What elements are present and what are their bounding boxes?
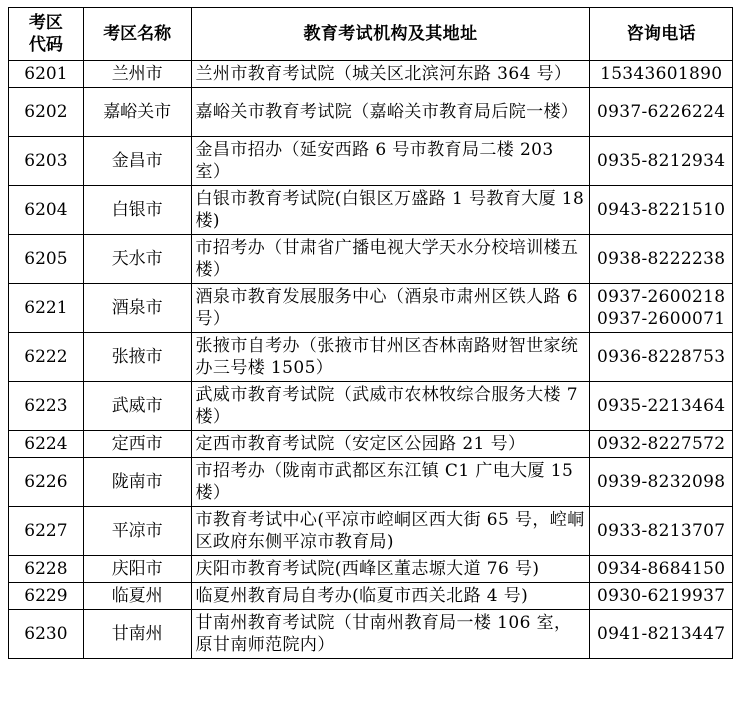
table-header-row xyxy=(9,8,733,61)
table-row xyxy=(9,583,733,610)
phone-number: 0941-8213447 xyxy=(597,624,726,644)
cell-phone xyxy=(590,382,733,431)
cell-phone xyxy=(590,137,733,186)
cell-name: 平凉市 xyxy=(83,507,191,556)
header-address: 教育考试机构及其地址 xyxy=(191,8,590,61)
cell-phone xyxy=(590,556,733,583)
table-row xyxy=(9,610,733,659)
cell-name: 武威市 xyxy=(83,382,191,431)
cell-phone xyxy=(590,333,733,382)
cell-code: 6226 xyxy=(9,458,84,507)
cell-name: 临夏州 xyxy=(83,583,191,610)
phone-number: 0933-8213707 xyxy=(597,521,726,541)
cell-address: 市教育考试中心(平凉市崆峒区西大街 65 号，崆峒区政府东侧平凉市教育局) xyxy=(191,507,590,556)
cell-name: 庆阳市 xyxy=(83,556,191,583)
table-row xyxy=(9,382,733,431)
cell-name: 张掖市 xyxy=(83,333,191,382)
phone-number: 0939-8232098 xyxy=(597,472,726,492)
cell-phone xyxy=(590,88,733,137)
table-row xyxy=(9,507,733,556)
cell-code: 6228 xyxy=(9,556,84,583)
cell-address: 定西市教育考试院（安定区公园路 21 号） xyxy=(191,431,590,458)
cell-name: 兰州市 xyxy=(83,61,191,88)
phone-number: 0932-8227572 xyxy=(597,434,726,454)
cell-code: 6227 xyxy=(9,507,84,556)
cell-code: 6224 xyxy=(9,431,84,458)
cell-address: 市招考办（甘肃省广播电视大学天水分校培训楼五楼） xyxy=(191,235,590,284)
exam-institution-table xyxy=(8,7,733,659)
cell-phone xyxy=(590,458,733,507)
cell-code: 6230 xyxy=(9,610,84,659)
cell-name: 定西市 xyxy=(83,431,191,458)
cell-code: 6205 xyxy=(9,235,84,284)
cell-address: 张掖市自考办（张掖市甘州区杏林南路财智世家统办三号楼 1505） xyxy=(191,333,590,382)
phone-number: 0943-8221510 xyxy=(597,200,726,220)
phone-number: 0934-8684150 xyxy=(597,559,726,579)
cell-address: 金昌市招办（延安西路 6 号市教育局二楼 203 室） xyxy=(191,137,590,186)
cell-name: 嘉峪关市 xyxy=(83,88,191,137)
cell-address: 甘南州教育考试院（甘南州教育局一楼 106 室，原甘南师范院内） xyxy=(191,610,590,659)
table-body xyxy=(9,61,733,659)
cell-address: 兰州市教育考试院（城关区北滨河东路 364 号） xyxy=(191,61,590,88)
table-row xyxy=(9,61,733,88)
phone-number: 0937-2600218 xyxy=(597,287,726,307)
phone-number: 15343601890 xyxy=(600,64,723,84)
cell-name: 酒泉市 xyxy=(83,284,191,333)
header-code xyxy=(9,8,84,61)
cell-code: 6222 xyxy=(9,333,84,382)
phone-number: 0935-8212934 xyxy=(597,151,726,171)
cell-phone xyxy=(590,583,733,610)
cell-address: 临夏州教育局自考办(临夏市西关北路 4 号) xyxy=(191,583,590,610)
table-row xyxy=(9,284,733,333)
header-phone: 咨询电话 xyxy=(590,8,733,61)
cell-code: 6223 xyxy=(9,382,84,431)
table-row xyxy=(9,431,733,458)
table-row xyxy=(9,333,733,382)
cell-name: 金昌市 xyxy=(83,137,191,186)
phone-number: 0937-2600071 xyxy=(597,309,726,329)
header-code-line1: 考区 xyxy=(28,13,63,33)
table-row xyxy=(9,235,733,284)
cell-code: 6201 xyxy=(9,61,84,88)
cell-address: 酒泉市教育发展服务中心（酒泉市肃州区铁人路 6 号） xyxy=(191,284,590,333)
table-row xyxy=(9,186,733,235)
cell-name: 陇南市 xyxy=(83,458,191,507)
phone-number: 0937-6226224 xyxy=(597,102,726,122)
cell-address: 嘉峪关市教育考试院（嘉峪关市教育局后院一楼） xyxy=(191,88,590,137)
header-code-line2: 代码 xyxy=(28,35,63,55)
phone-number: 0935-2213464 xyxy=(597,396,726,416)
cell-address: 白银市教育考试院(白银区万盛路 1 号教育大厦 18 楼) xyxy=(191,186,590,235)
cell-phone xyxy=(590,610,733,659)
table-row xyxy=(9,458,733,507)
cell-name: 白银市 xyxy=(83,186,191,235)
cell-code: 6203 xyxy=(9,137,84,186)
cell-name: 天水市 xyxy=(83,235,191,284)
header-name: 考区名称 xyxy=(83,8,191,61)
cell-phone xyxy=(590,61,733,88)
cell-phone xyxy=(590,431,733,458)
cell-code: 6221 xyxy=(9,284,84,333)
cell-address: 市招考办（陇南市武都区东江镇 C1 广电大厦 15 楼） xyxy=(191,458,590,507)
cell-phone xyxy=(590,284,733,333)
phone-number: 0936-8228753 xyxy=(597,347,726,367)
cell-phone xyxy=(590,507,733,556)
cell-code: 6229 xyxy=(9,583,84,610)
cell-code: 6204 xyxy=(9,186,84,235)
table-row xyxy=(9,556,733,583)
cell-address: 武威市教育考试院（武威市农林牧综合服务大楼 7 楼） xyxy=(191,382,590,431)
phone-number: 0930-6219937 xyxy=(597,586,726,606)
table-row xyxy=(9,88,733,137)
cell-phone xyxy=(590,186,733,235)
cell-name: 甘南州 xyxy=(83,610,191,659)
table-row xyxy=(9,137,733,186)
cell-address: 庆阳市教育考试院(西峰区董志塬大道 76 号) xyxy=(191,556,590,583)
phone-number: 0938-8222238 xyxy=(597,249,726,269)
cell-phone xyxy=(590,235,733,284)
cell-code: 6202 xyxy=(9,88,84,137)
